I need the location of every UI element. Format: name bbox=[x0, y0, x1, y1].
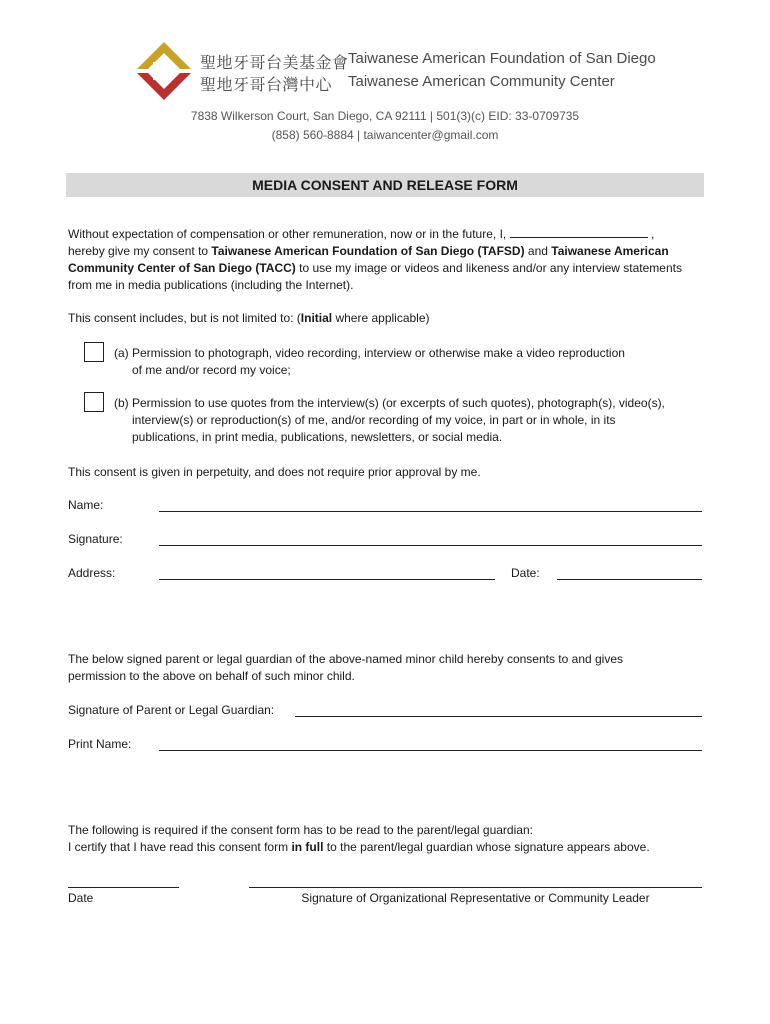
intro-paragraph bbox=[68, 225, 708, 294]
org-contact: (858) 560-8884 | taiwancenter@gmail.com bbox=[271, 128, 499, 142]
intro-line-2b: and bbox=[524, 244, 552, 258]
includes-initial: Initial bbox=[300, 311, 333, 325]
guardian-line-2: permission to the above on behalf of such minor child. bbox=[68, 669, 355, 683]
tafsd-logo bbox=[133, 40, 195, 102]
option-b-line-3: publications, in print media, publications, newsletters, or social media. bbox=[132, 430, 503, 444]
footer-date-label: Date bbox=[68, 891, 94, 905]
footer-date-field[interactable] bbox=[68, 887, 179, 888]
org-name-chinese-2: 聖地牙哥台灣中心 bbox=[200, 75, 333, 94]
includes-text-b: where applicable) bbox=[332, 311, 430, 325]
read-req-text-a: I certify that I have read this consent form bbox=[68, 840, 292, 854]
date-label: Date: bbox=[511, 566, 540, 580]
print-name-label: Print Name: bbox=[68, 737, 132, 751]
intro-line-3: to use my image or videos and likeness and/or any interview statements bbox=[295, 261, 682, 275]
tafsd-name: Taiwanese American Foundation of San Diego (TAFSD) bbox=[211, 244, 525, 258]
guardian-signature-field[interactable] bbox=[295, 716, 702, 717]
signature-field[interactable] bbox=[159, 545, 702, 546]
intro-comma: , bbox=[650, 227, 655, 241]
address-label: Address: bbox=[68, 566, 116, 580]
includes-line bbox=[68, 310, 708, 327]
representative-signature-field[interactable] bbox=[249, 887, 702, 888]
option-b-text bbox=[114, 395, 714, 446]
option-a-text bbox=[114, 345, 714, 379]
signature-label: Signature: bbox=[68, 532, 123, 546]
name-field[interactable] bbox=[159, 511, 702, 512]
date-field[interactable] bbox=[557, 579, 702, 580]
option-a-line-2: of me and/or record my voice; bbox=[132, 363, 291, 377]
address-field[interactable] bbox=[159, 579, 495, 580]
includes-text-a: This consent includes, but is not limited to: ( bbox=[68, 311, 301, 325]
guardian-signature-label: Signature of Parent or Legal Guardian: bbox=[68, 703, 275, 717]
org-name-english-2: Taiwanese American Community Center bbox=[348, 73, 615, 90]
form-title: MEDIA CONSENT AND RELEASE FORM bbox=[66, 173, 704, 197]
option-b-initial-box[interactable] bbox=[84, 392, 104, 412]
consenter-name-blank[interactable] bbox=[510, 225, 648, 238]
intro-line-4: from me in media publications (including the Internet). bbox=[68, 278, 354, 292]
tacc-name-1: Taiwanese American bbox=[551, 244, 669, 258]
representative-signature-label: Signature of Organizational Representative or Community Leader bbox=[301, 891, 650, 905]
name-label: Name: bbox=[68, 498, 104, 512]
guardian-line-1: The below signed parent or legal guardian of the above-named minor child hereby consents to and gives bbox=[68, 652, 624, 666]
org-name-english-1: Taiwanese American Foundation of San Diego bbox=[348, 50, 656, 67]
read-req-text-b: to the parent/legal guardian whose signature appears above. bbox=[323, 840, 650, 854]
org-name-chinese-1: 聖地牙哥台美基金會 bbox=[200, 53, 349, 72]
read-req-in-full: in full bbox=[291, 840, 324, 854]
option-b-line-1: (b) Permission to use quotes from the interview(s) (or excerpts of such quotes), photograph(s), video(s), bbox=[114, 396, 665, 410]
option-a-initial-box[interactable] bbox=[84, 342, 104, 362]
read-requirement bbox=[68, 822, 708, 856]
guardian-statement bbox=[68, 651, 708, 685]
intro-line-2a: hereby give my consent to bbox=[68, 244, 212, 258]
print-name-field[interactable] bbox=[159, 750, 702, 751]
tacc-name-2: Community Center of San Diego (TACC) bbox=[68, 261, 296, 275]
org-address: 7838 Wilkerson Court, San Diego, CA 92111 | 501(3)(c) EID: 33-0709735 bbox=[190, 109, 580, 123]
option-a-line-1: (a) Permission to photograph, video recording, interview or otherwise make a video reproduction bbox=[114, 346, 625, 360]
read-req-line-1: The following is required if the consent form has to be read to the parent/legal guardian: bbox=[68, 823, 533, 837]
intro-line-1: Without expectation of compensation or other remuneration, now or in the future, I, bbox=[68, 227, 507, 241]
perpetuity-statement: This consent is given in perpetuity, and does not require prior approval by me. bbox=[68, 465, 481, 479]
option-b-line-2: interview(s) or reproduction(s) of me, and/or recording of my voice, in part or in whole, in its bbox=[132, 413, 616, 427]
